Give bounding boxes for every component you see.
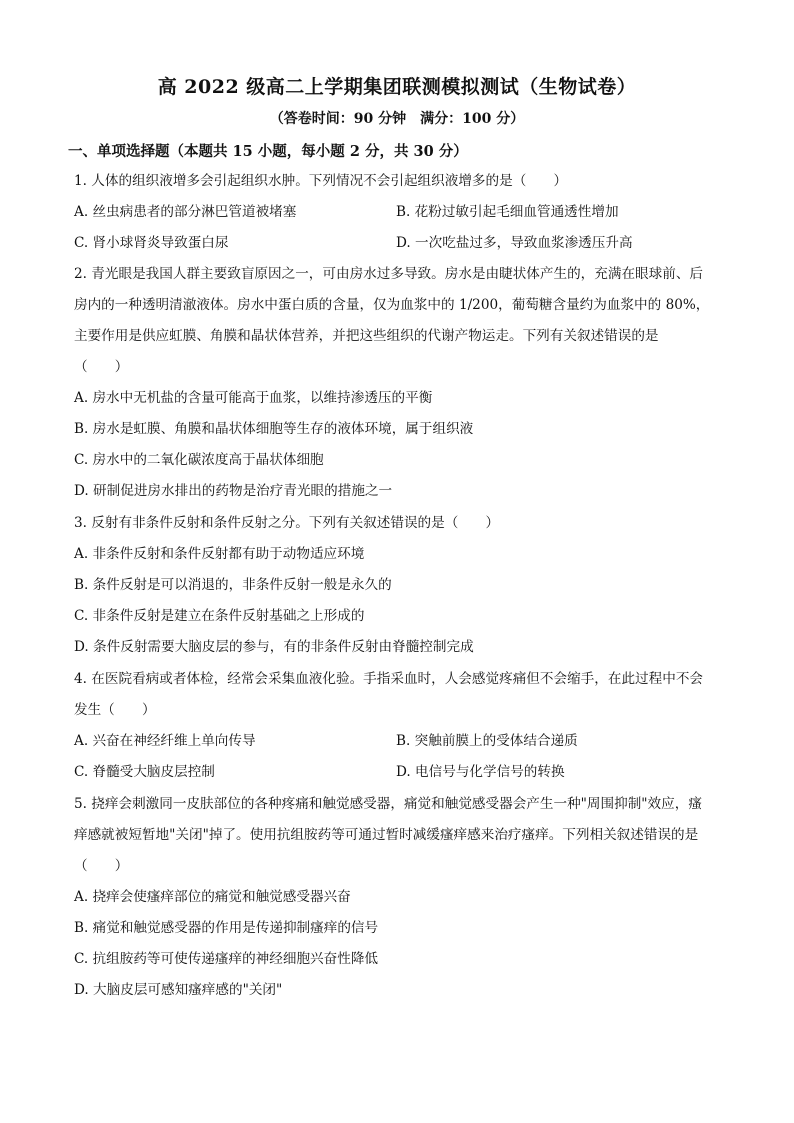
question-5-option-a: A. 挠痒会使瘙痒部位的痛觉和触觉感受器兴奋 xyxy=(74,889,351,905)
question-2-stem-line4: （ ） xyxy=(74,359,129,375)
question-3-stem: 3. 反射有非条件反射和条件反射之分。下列有关叙述错误的是（ ） xyxy=(74,515,500,531)
question-5-stem-line3: （ ） xyxy=(74,858,129,874)
question-4-stem-line2: 发生（ ） xyxy=(74,702,156,718)
exam-info: （答卷时间：90 分钟 满分：100 分） xyxy=(269,111,525,127)
question-5-option-d: D. 大脑皮层可感知瘙痒感的"关闭" xyxy=(74,982,283,998)
question-2-option-c: C. 房水中的二氧化碳浓度高于晶状体细胞 xyxy=(74,452,324,468)
question-2-stem-line2: 房内的一种透明清澈液体。房水中蛋白质的含量，仅为血浆中的 1/200，葡萄糖含量约为血浆中的 80%， xyxy=(74,297,710,313)
question-1-option-b: B. 花粉过敏引起毛细血管通透性增加 xyxy=(396,204,619,220)
question-2-stem-line3: 主要作用是供应虹膜、角膜和晶状体营养，并把这些组织的代谢产物运走。下列有关叙述错误的是 xyxy=(74,328,659,344)
question-5-option-c: C. 抗组胺药等可使传递瘙痒的神经细胞兴奋性降低 xyxy=(74,951,379,967)
question-4-option-d: D. 电信号与化学信号的转换 xyxy=(396,764,565,780)
page-title: 高 2022 级高二上学期集团联测模拟测试（生物试卷） xyxy=(157,76,637,98)
question-2-option-d: D. 研制促进房水排出的药物是治疗青光眼的措施之一 xyxy=(74,483,393,499)
question-1-option-d: D. 一次吃盐过多，导致血浆渗透压升高 xyxy=(396,235,633,251)
question-1-option-c: C. 肾小球肾炎导致蛋白尿 xyxy=(74,235,229,251)
question-2-option-a: A. 房水中无机盐的含量可能高于血浆，以维持渗透压的平衡 xyxy=(74,390,433,406)
question-4-option-c: C. 脊髓受大脑皮层控制 xyxy=(74,764,215,780)
question-1-stem: 1. 人体的组织液增多会引起组织水肿。下列情况不会引起组织液增多的是（ ） xyxy=(74,173,568,189)
question-1-option-a: A. 丝虫病患者的部分淋巴管道被堵塞 xyxy=(74,204,297,220)
question-3-option-c: C. 非条件反射是建立在条件反射基础之上形成的 xyxy=(74,608,365,624)
question-5-stem-line1: 5. 挠痒会刺激同一皮肤部位的各种疼痛和触觉感受器，痛觉和触觉感受器会产生一种"周围抑制"效应，瘙 xyxy=(74,796,702,812)
question-4-option-a: A. 兴奋在神经纤维上单向传导 xyxy=(74,733,256,749)
question-4-stem-line1: 4. 在医院看病或者体检，经常会采集血液化验。手指采血时，人会感觉疼痛但不会缩手，在此过程中不会 xyxy=(74,671,704,687)
question-5-option-b: B. 痛觉和触觉感受器的作用是传递抑制瘙痒的信号 xyxy=(74,920,379,936)
question-4-option-b: B. 突触前膜上的受体结合递质 xyxy=(396,733,578,749)
question-3-option-a: A. 非条件反射和条件反射都有助于动物适应环境 xyxy=(74,546,365,562)
question-2-option-b: B. 房水是虹膜、角膜和晶状体细胞等生存的液体环境，属于组织液 xyxy=(74,421,474,437)
question-2-stem-line1: 2. 青光眼是我国人群主要致盲原因之一，可由房水过多导致。房水是由睫状体产生的，充满在眼球前、后 xyxy=(74,266,704,282)
question-3-option-b: B. 条件反射是可以消退的，非条件反射一般是永久的 xyxy=(74,577,392,593)
question-5-stem-line2: 痒感就被短暂地"关闭"掉了。使用抗组胺药等可通过暂时减缓瘙痒感来治疗瘙痒。下列相关叙述错误的是 xyxy=(74,827,699,843)
question-3-option-d: D. 条件反射需要大脑皮层的参与，有的非条件反射由脊髓控制完成 xyxy=(74,639,474,655)
section-heading: 一、单项选择题（本题共 15 小题，每小题 2 分，共 30 分） xyxy=(68,143,468,160)
